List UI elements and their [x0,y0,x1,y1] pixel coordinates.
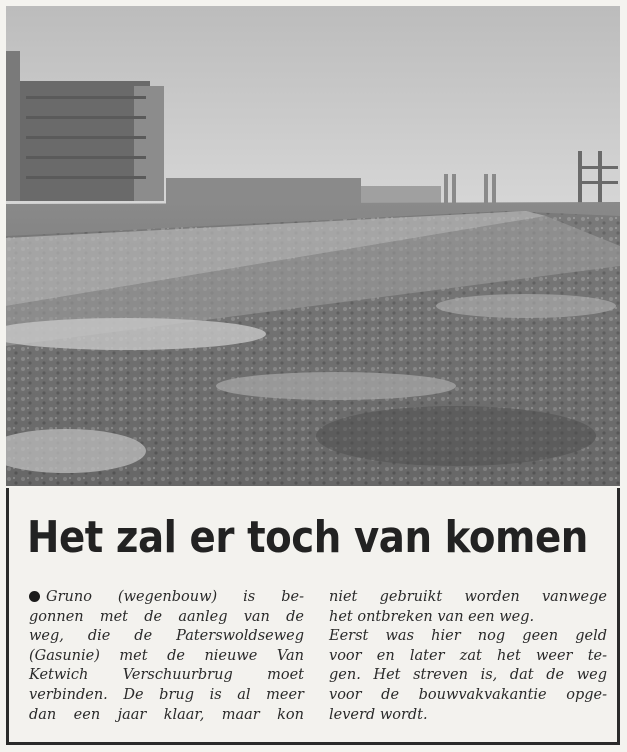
article-line: het ontbreken van een weg. [329,608,535,625]
construction-site-photo [6,6,620,486]
article-line: verbinden. De brug is al meer [29,686,304,703]
article-line: weg, die de Paterswoldseweg [29,628,304,645]
article-column-right [329,588,607,725]
photo-image [6,6,620,486]
article-line: niet gebruikt worden vanwege [329,589,607,605]
article-line: gonnen met de aanleg van de [29,608,304,625]
article-line: voor en later zat het weer te- [329,647,607,664]
article-line: (Gasunie) met de nieuwe Van [29,647,304,664]
article-line: Eerst was hier nog geen geld [329,628,607,645]
article-line: leverd wordt. [329,706,428,723]
bullet-icon [29,591,40,602]
headline: Het zal er toch van komen [27,512,588,563]
article-line: voor de bouwvakvakantie opge- [329,686,607,703]
article-column-left [29,588,304,725]
article-box [6,488,620,745]
article-line: Ketwich Verschuurbrug moet [29,667,304,684]
article-line: dan een jaar klaar, maar kon [29,706,304,723]
article-line: Gruno (wegenbouw) is be- [29,588,304,608]
article-line: gen. Het streven is, dat de weg [329,667,607,684]
